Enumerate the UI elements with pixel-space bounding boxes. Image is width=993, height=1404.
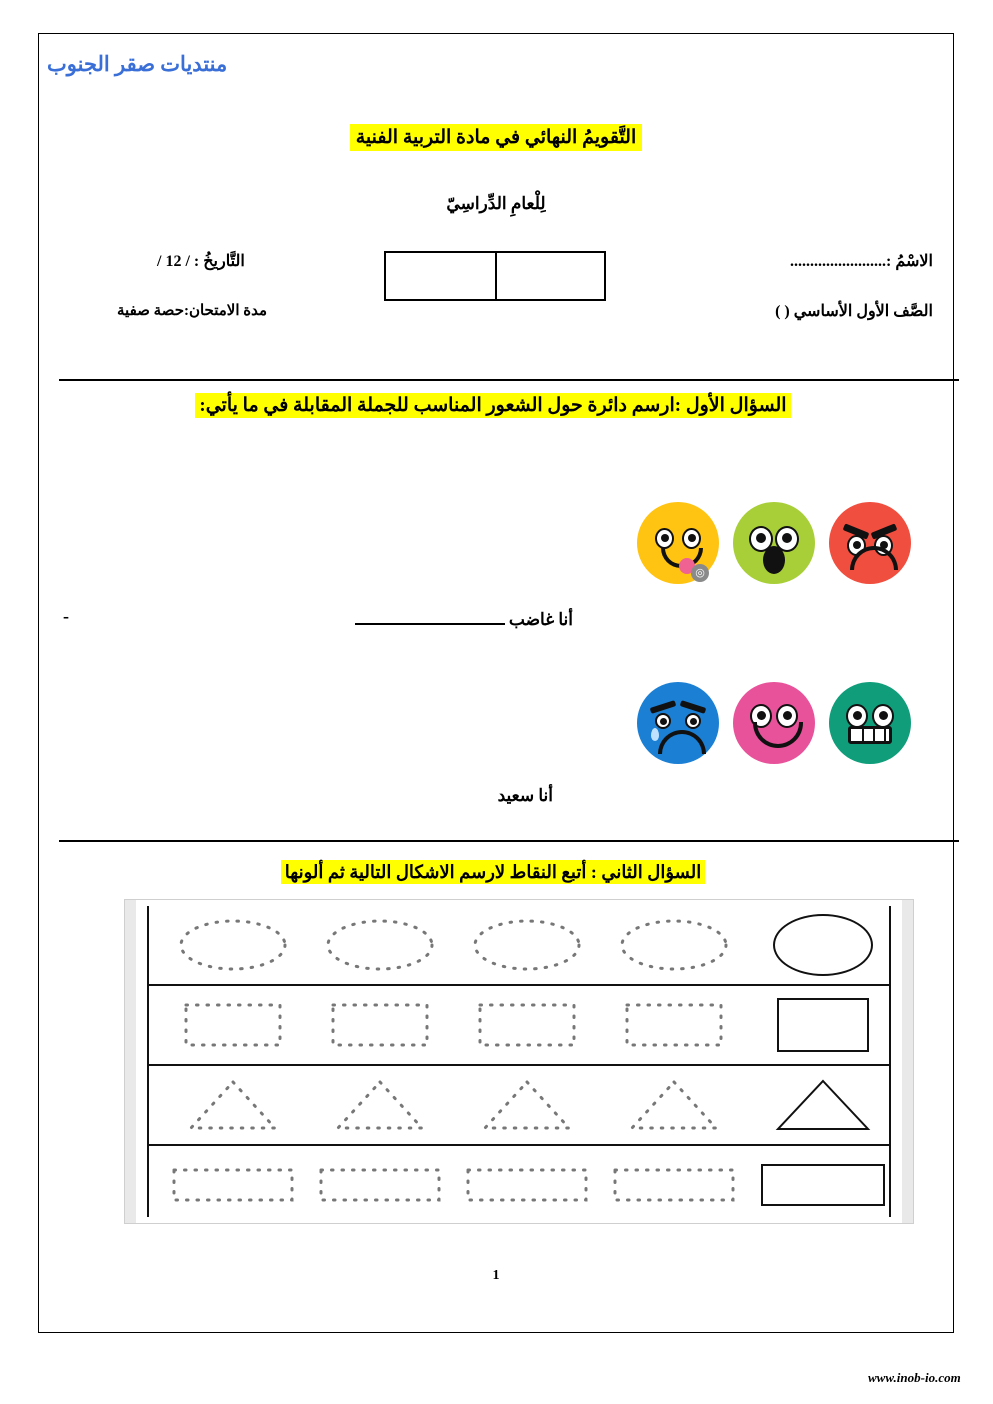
question-2-heading: السؤال الثاني : أتبع النقاط لارسم الاشكال التالية ثم ألونها bbox=[281, 860, 705, 884]
eye-left bbox=[655, 528, 674, 549]
brow-right bbox=[680, 700, 707, 714]
separator-middle bbox=[59, 840, 959, 842]
crying-blue-face-icon[interactable] bbox=[637, 682, 719, 764]
pupil bbox=[853, 541, 861, 549]
model-shape-rectangle bbox=[757, 998, 889, 1052]
camera-icon: ◎ bbox=[691, 564, 709, 582]
trace-row-ellipse bbox=[149, 906, 889, 986]
rectangle-icon bbox=[777, 998, 869, 1052]
eye-left bbox=[846, 704, 868, 728]
date-field[interactable]: التَّاريخُ : / 12 / bbox=[157, 253, 245, 270]
exam-page bbox=[38, 33, 954, 1333]
model-shape-triangle bbox=[757, 1075, 889, 1135]
trace-row-triangle bbox=[149, 1066, 889, 1146]
pupil bbox=[660, 718, 667, 725]
page-number: 1 bbox=[492, 1268, 500, 1283]
triangle-icon bbox=[773, 1075, 873, 1135]
silly-yellow-face-icon[interactable] bbox=[637, 502, 719, 584]
dotted-ellipse-icon[interactable] bbox=[320, 915, 440, 975]
question-1-heading: السؤال الأول :ارسم دائرة حول الشعور المناسب للجملة المقابلة في ما يأتي: bbox=[195, 393, 790, 418]
pupil bbox=[756, 533, 766, 543]
angry-red-face-icon[interactable] bbox=[829, 502, 911, 584]
model-shape-ellipse bbox=[757, 914, 889, 976]
surprised-green-face-icon[interactable] bbox=[733, 502, 815, 584]
worksheet-rows bbox=[147, 906, 891, 1217]
pupil bbox=[757, 711, 766, 720]
eye-left bbox=[655, 713, 671, 729]
main-title-wrap bbox=[39, 124, 953, 151]
tracing-worksheet bbox=[124, 899, 914, 1224]
student-info-block bbox=[39, 239, 953, 349]
pupil bbox=[690, 718, 697, 725]
trace-copies bbox=[149, 915, 757, 975]
smile-mouth bbox=[753, 722, 803, 748]
dash-marker-1: - bbox=[63, 606, 69, 626]
mark-box[interactable] bbox=[384, 251, 606, 301]
teeth-mouth bbox=[848, 726, 892, 744]
question-1-heading-wrap bbox=[53, 394, 933, 417]
trace-row-rectangle bbox=[149, 986, 889, 1066]
ellipse-icon bbox=[773, 914, 873, 976]
question-1-sentence-1 bbox=[355, 609, 573, 630]
dotted-triangle-icon[interactable] bbox=[330, 1076, 430, 1134]
answer-blank-1[interactable] bbox=[355, 609, 505, 625]
dotted-rectangle-icon[interactable] bbox=[472, 997, 582, 1053]
pupil bbox=[783, 711, 792, 720]
faces-row-1 bbox=[637, 502, 911, 584]
pupil bbox=[879, 711, 888, 720]
worksheet-right-margin bbox=[902, 900, 913, 1223]
separator-top bbox=[59, 379, 959, 381]
dotted-ellipse-icon[interactable] bbox=[467, 915, 587, 975]
dotted-triangle-icon[interactable] bbox=[183, 1076, 283, 1134]
wide-rectangle-icon bbox=[761, 1164, 885, 1206]
dotted-wide-rectangle-icon[interactable] bbox=[462, 1162, 592, 1208]
dotted-wide-rectangle-icon[interactable] bbox=[315, 1162, 445, 1208]
academic-year-label: لِلْعامِ الدِّراسِيّ bbox=[446, 194, 546, 213]
dotted-rectangle-icon[interactable] bbox=[178, 997, 288, 1053]
eye-right bbox=[682, 528, 701, 549]
question-1-sentence-2 bbox=[498, 786, 553, 806]
trace-copies bbox=[149, 1076, 757, 1134]
dotted-wide-rectangle-icon[interactable] bbox=[168, 1162, 298, 1208]
dotted-triangle-icon[interactable] bbox=[624, 1076, 724, 1134]
brow-left bbox=[650, 700, 677, 714]
sentence-text: أنا سعيد bbox=[497, 786, 553, 805]
dotted-ellipse-icon[interactable] bbox=[614, 915, 734, 975]
model-shape-wide-rectangle bbox=[757, 1164, 889, 1206]
eye-right bbox=[685, 713, 701, 729]
frown-mouth bbox=[658, 730, 706, 754]
dotted-wide-rectangle-icon[interactable] bbox=[609, 1162, 739, 1208]
trace-row-wide-rectangle bbox=[149, 1146, 889, 1224]
pupil bbox=[853, 711, 862, 720]
forum-watermark: منتديات صقر الجنوب bbox=[47, 52, 228, 76]
pupil bbox=[688, 534, 696, 542]
mark-box-divider bbox=[495, 253, 497, 299]
sentence-text: أنا غاضب bbox=[508, 610, 573, 629]
grinning-teal-face-icon[interactable] bbox=[829, 682, 911, 764]
page-title: التَّقويمُ النهائي في مادة التربية الفنية bbox=[350, 124, 643, 151]
trace-copies bbox=[149, 1162, 757, 1208]
pupil bbox=[782, 533, 792, 543]
exam-duration-label: مدة الامتحان:حصة صفية bbox=[117, 303, 268, 319]
dotted-rectangle-icon[interactable] bbox=[325, 997, 435, 1053]
site-watermark: www.inob-io.com bbox=[868, 1370, 961, 1385]
smiling-pink-face-icon[interactable] bbox=[733, 682, 815, 764]
grade-field[interactable]: الصَّف الأول الأساسي ( ) bbox=[775, 303, 933, 320]
faces-row-2 bbox=[637, 682, 911, 764]
tear-drop bbox=[651, 728, 659, 741]
student-name-field[interactable]: الاسْمُ :........................ bbox=[790, 253, 933, 270]
worksheet-left-margin bbox=[125, 900, 136, 1223]
open-mouth bbox=[763, 546, 785, 574]
trace-copies bbox=[149, 997, 757, 1053]
eye-right bbox=[872, 704, 894, 728]
dotted-rectangle-icon[interactable] bbox=[619, 997, 729, 1053]
dotted-triangle-icon[interactable] bbox=[477, 1076, 577, 1134]
pupil bbox=[661, 534, 669, 542]
question-2-heading-wrap bbox=[53, 862, 933, 883]
dotted-ellipse-icon[interactable] bbox=[173, 915, 293, 975]
